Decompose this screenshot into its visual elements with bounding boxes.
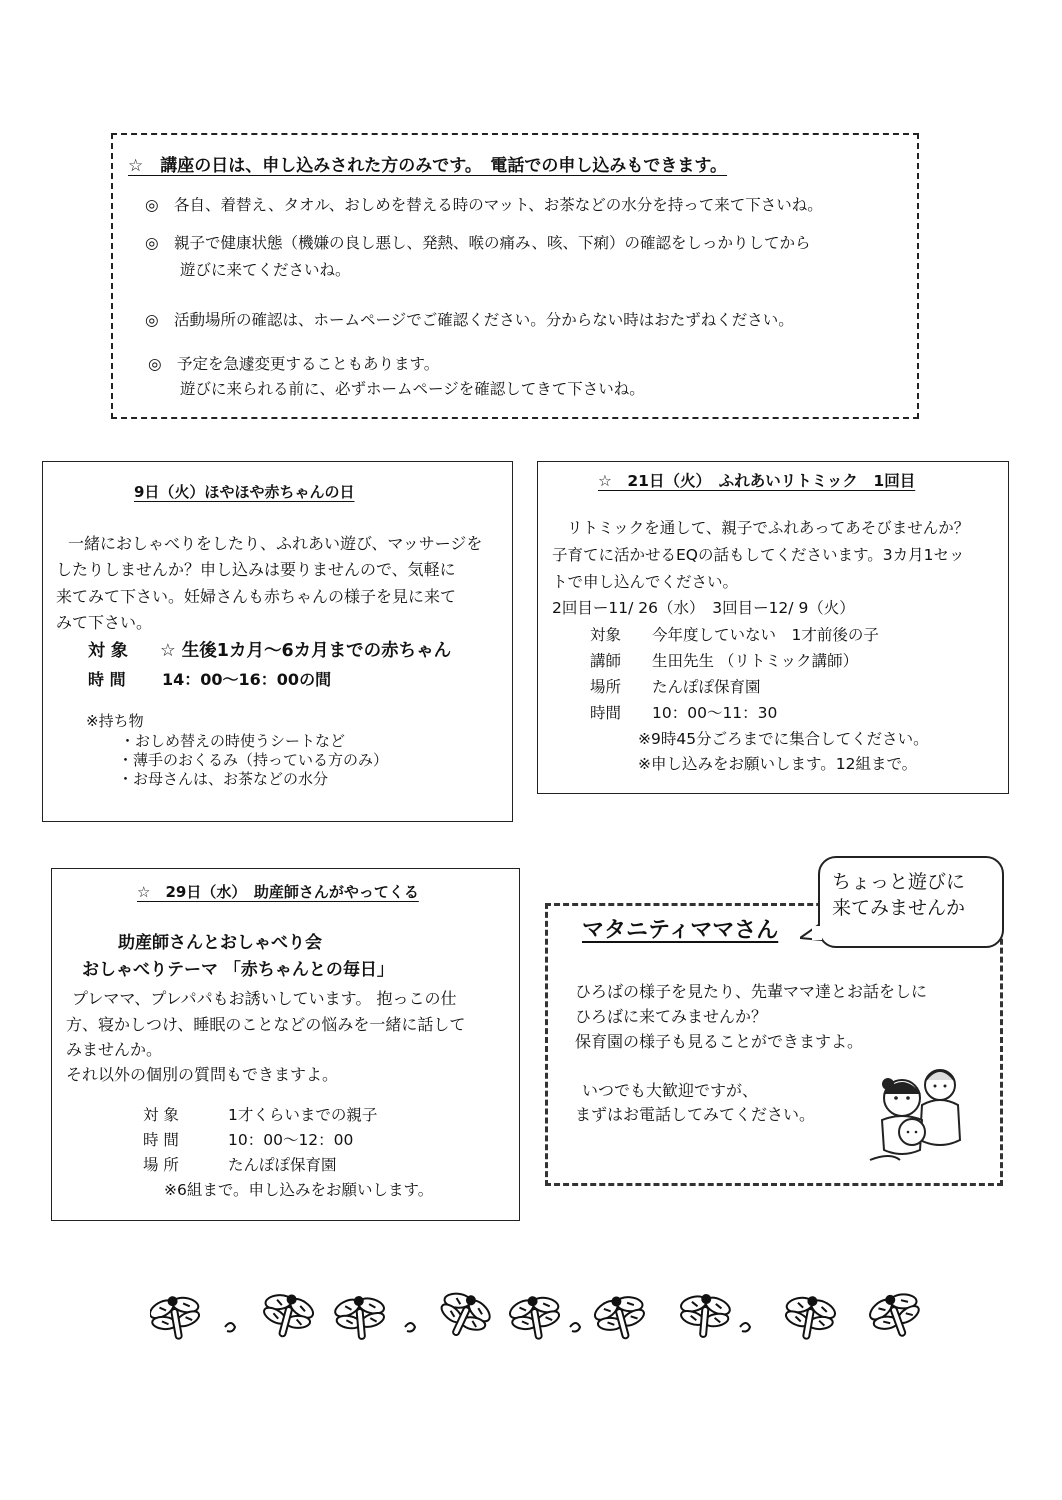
dragonfly-icon (332, 1294, 389, 1341)
dragonfly-icon (863, 1286, 928, 1345)
maternity-title: マタニティママさん (582, 918, 779, 943)
event-title: 9日（火）ほやほや赤ちゃんの日 (134, 483, 355, 501)
swirl-icon (225, 1323, 235, 1332)
detail-value: 生田先生 （リトミック講師） (652, 652, 859, 670)
notice-item: ◎ 各自、着替え、タオル、おしめを替える時のマット、お茶などの水分を持って来て下さいね。 (145, 196, 823, 214)
notice-item: 遊びに来られる前に、必ずホームページを確認してきて下さいね。 (180, 380, 645, 398)
mother-child-illustration (860, 1060, 970, 1170)
dragonfly-icon (431, 1285, 497, 1346)
notice-item: ◎ 予定を急遽変更することもあります。 (148, 355, 440, 373)
notice-item: 遊びに来てくださいね。 (180, 261, 351, 279)
detail-label: 対象 (590, 626, 622, 644)
event-title: ☆ 21日（火） ふれあいリトミック 1回目 (598, 472, 916, 490)
dragonfly-icon (780, 1292, 840, 1344)
event-body-line: 方、寝かしつけ、睡眠のことなどの悩みを一緒に話して (66, 1015, 466, 1034)
maternity-closing-line: いつでも大歓迎ですが、 (582, 1081, 759, 1100)
event-title: ☆ 29日（水） 助産師さんがやってくる (137, 883, 419, 901)
event-body-line: したりしませんか？申し込みは要りませんので、気軽に (56, 560, 456, 579)
event-body-line: それ以外の個別の質問もできますよ。 (66, 1065, 339, 1084)
detail-value: 今年度していない 1才前後の子 (652, 626, 879, 644)
target-value: ☆ 生後1カ月～6カ月までの赤ちゃん (160, 641, 452, 661)
detail-value: 10：00～12：00 (228, 1131, 354, 1149)
maternity-body-line: ひろばに来てみませんか？ (575, 1007, 768, 1026)
swirl-icon (570, 1323, 580, 1332)
dragonfly-icon (589, 1290, 652, 1345)
detail-label: 講師 (590, 652, 622, 670)
event-body-line: プレママ、プレパパもお誘いしています。 抱っこの仕 (72, 989, 457, 1008)
dragonfly-border-decoration (150, 1285, 930, 1355)
event-body-line: リトミックを通して、親子でふれあってあそびませんか？ (567, 519, 970, 537)
event-subtitle: おしゃべりテーマ 「赤ちゃんとの毎日」 (82, 960, 394, 980)
event-body-line: みませんか。 (66, 1040, 163, 1059)
event-body-line: トで申し込んでください。 (552, 573, 739, 591)
time-value: 14：00～16：00の間 (162, 670, 332, 689)
dragonfly-icon (505, 1292, 565, 1344)
bubble-line: 来てみませんか (832, 896, 966, 919)
detail-value: 1才くらいまでの親子 (228, 1106, 378, 1124)
swirl-icon (740, 1323, 750, 1332)
swirl-icon (405, 1323, 415, 1332)
event-note: ※6組まで。申し込みをお願いします。 (164, 1181, 434, 1199)
detail-label: 時 間 (143, 1131, 179, 1149)
event-body-line: 一緒におしゃべりをしたり、ふれあい遊び、マッサージを (68, 534, 483, 553)
bubble-line: ちょっと遊びに (832, 871, 966, 893)
detail-label: 対 象 (143, 1106, 179, 1124)
speech-bubble (818, 856, 1004, 948)
detail-label: 時間 (590, 704, 622, 722)
item-line: ・お母さんは、お茶などの水分 (118, 770, 329, 788)
dragonfly-icon (150, 1292, 205, 1344)
time-label: 時 間 (88, 670, 126, 689)
detail-label: 場所 (590, 678, 622, 696)
items-label: ※持ち物 (86, 712, 144, 730)
maternity-closing-line: まずはお電話してみてください。 (575, 1105, 816, 1124)
notice-title: ☆ 講座の日は、申し込みされた方のみです。 電話での申し込みもできます。 (128, 156, 728, 176)
event-body-line: 2回目ー11/ 26（水） 3回目ー12/ 9（火） (552, 599, 855, 617)
dragonfly-icon (676, 1292, 733, 1339)
maternity-body-line: 保育園の様子も見ることができますよ。 (575, 1032, 864, 1051)
target-label: 対 象 (88, 641, 128, 661)
detail-value: 10：00～11：30 (652, 704, 778, 722)
detail-value: たんぽぽ保育園 (652, 678, 761, 696)
event-body-line: 来てみて下さい。妊婦さんも赤ちゃんの様子を見に来て (56, 587, 457, 606)
event-note: ※申し込みをお願いします。12組まで。 (638, 755, 918, 773)
event-body-line: みて下さい。 (56, 613, 153, 632)
item-line: ・薄手のおくるみ（持っている方のみ） (118, 751, 389, 769)
notice-item: ◎ 親子で健康状態（機嫌の良し悪し、発熱、喉の痛み、咳、下痢）の確認をしっかりしてから (145, 234, 811, 252)
maternity-body-line: ひろばの様子を見たり、先輩ママ達とお話をしに (575, 982, 928, 1001)
event-subtitle: 助産師さんとおしゃべり会 (118, 933, 322, 953)
notice-item: ◎ 活動場所の確認は、ホームページでご確認ください。分からない時はおたずねください。 (145, 311, 794, 329)
dragonfly-icon (256, 1288, 319, 1343)
bubble-tail-mask (812, 926, 822, 940)
event-body-line: 子育てに活かせるEQの話もしてくださいます。3カ月1セッ (552, 546, 965, 564)
detail-label: 場 所 (143, 1156, 179, 1174)
event-note: ※9時45分ごろまでに集合してください。 (638, 730, 929, 748)
item-line: ・おしめ替えの時使うシートなど (120, 732, 346, 750)
detail-value: たんぽぽ保育園 (228, 1156, 337, 1174)
